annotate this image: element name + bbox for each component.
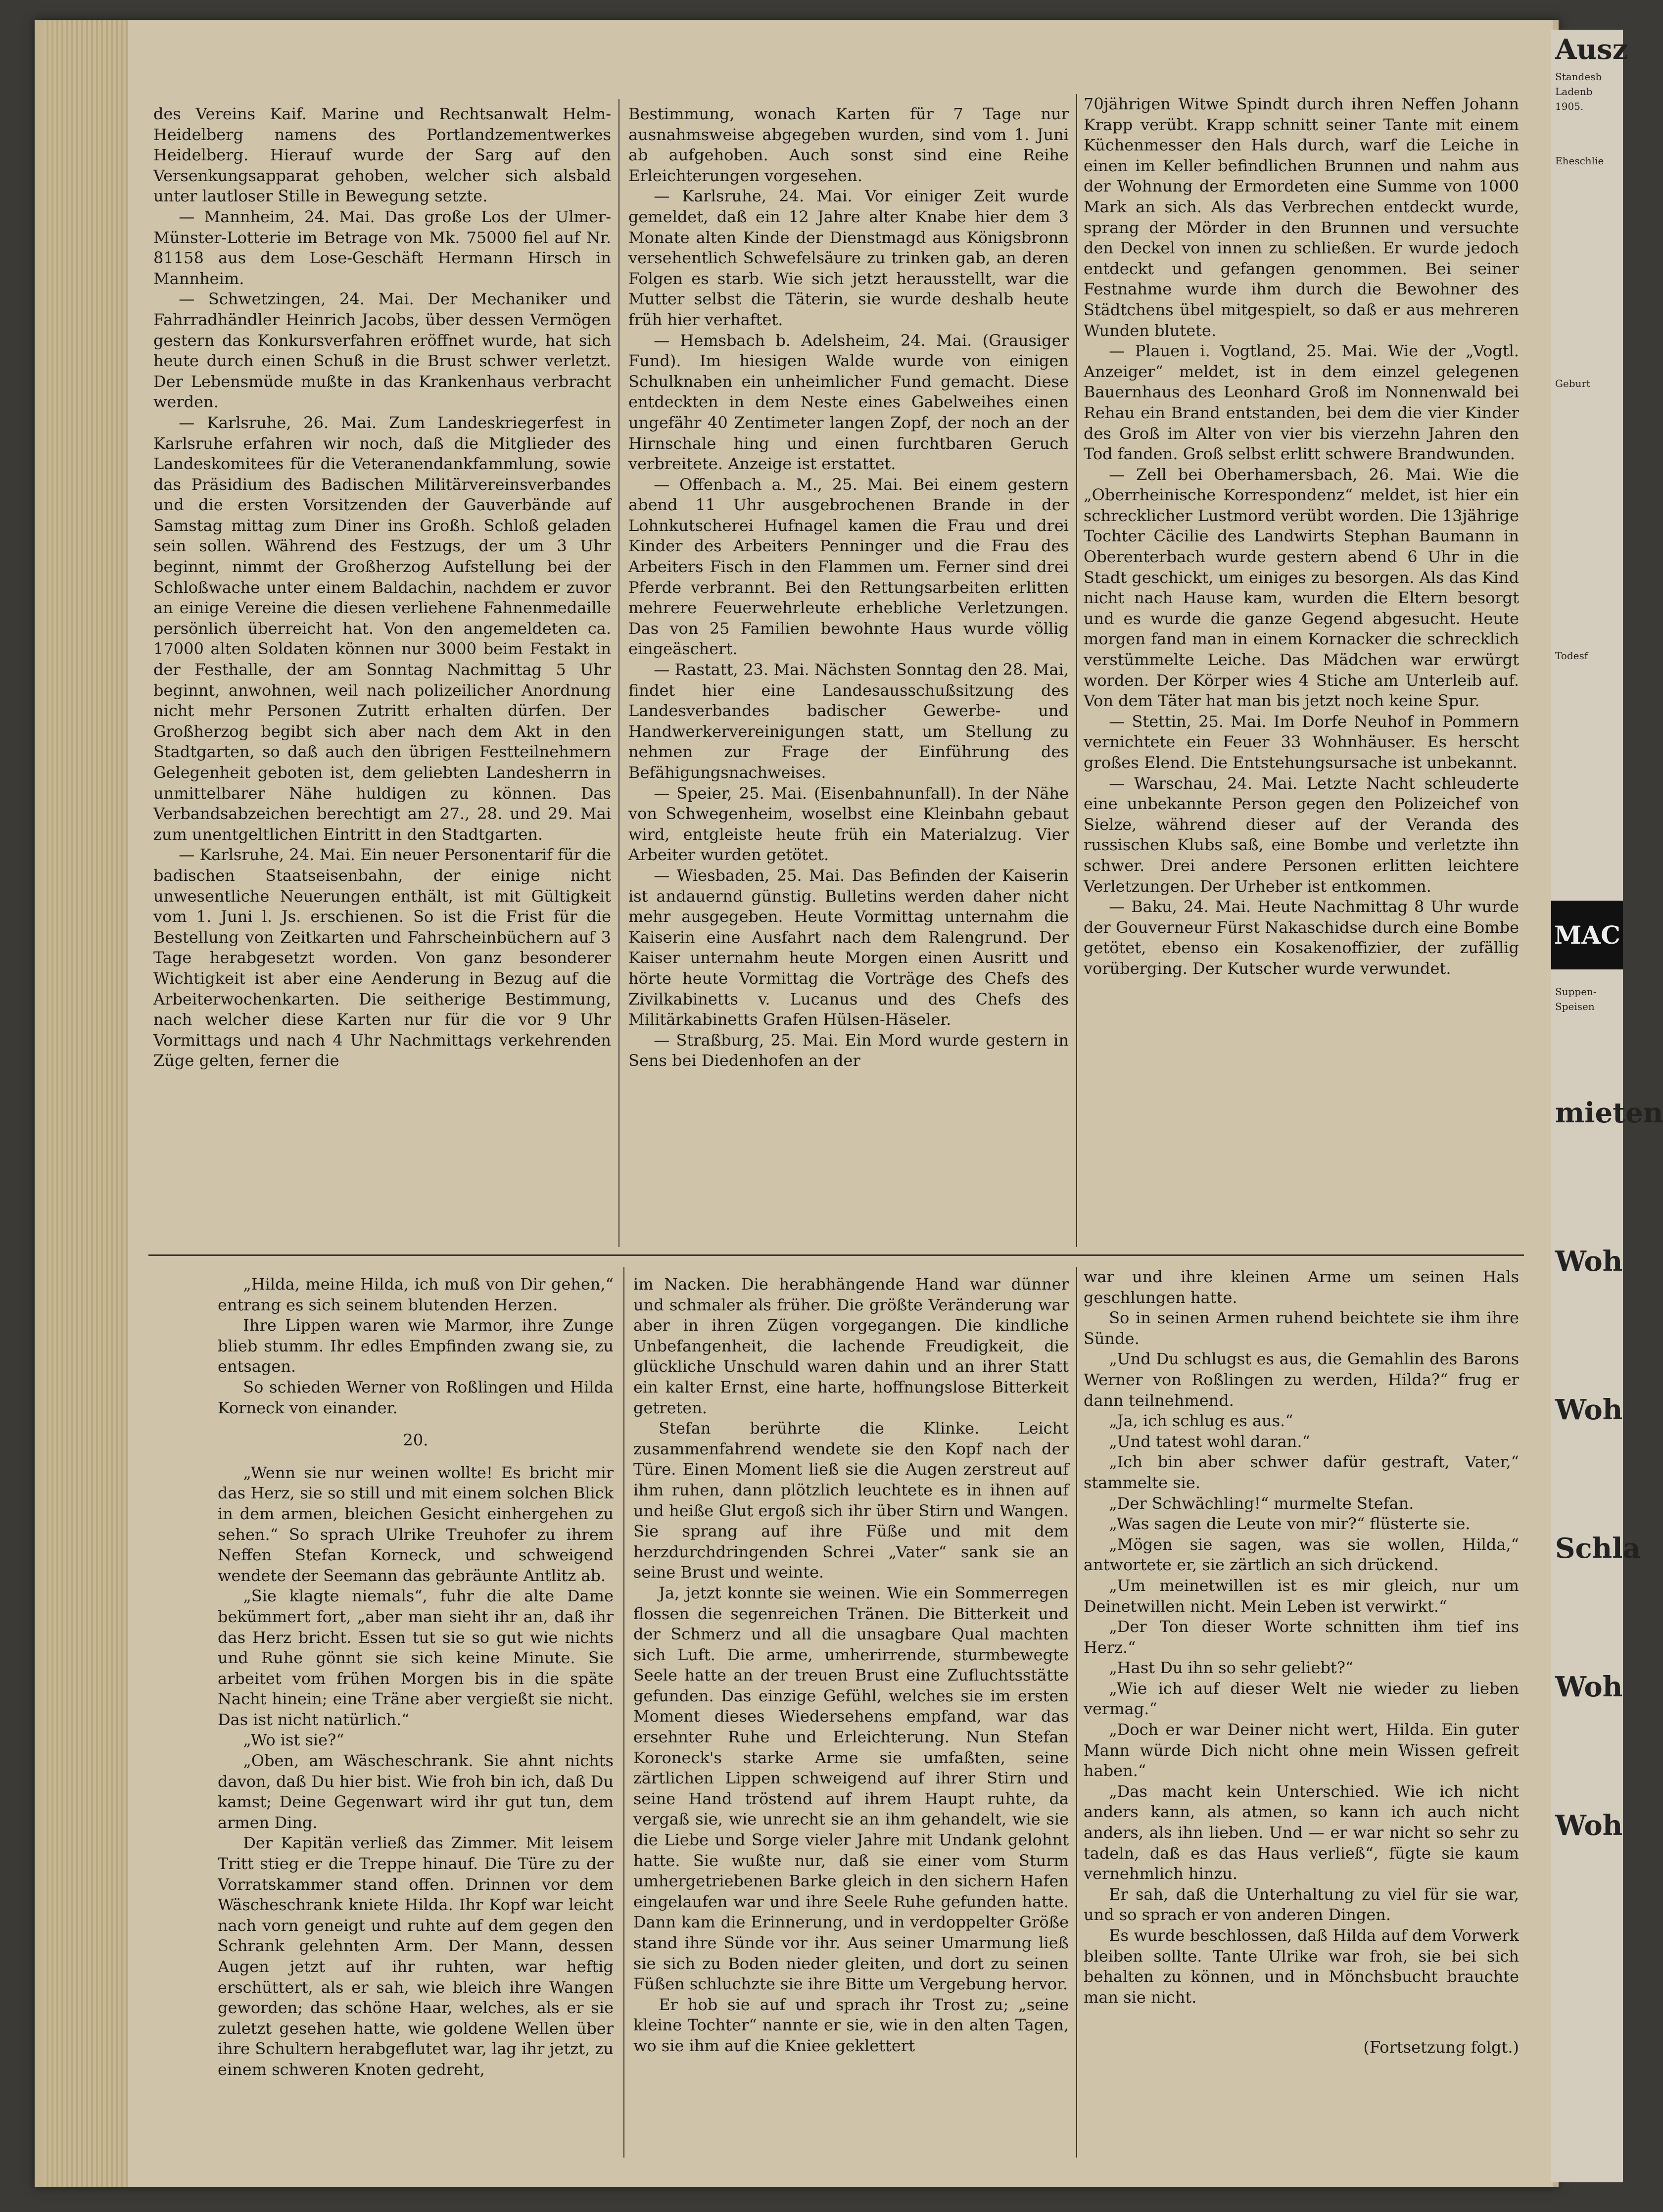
column-divider bbox=[1076, 1267, 1077, 2158]
story-paragraph: „Das macht kein Unterschied. Wie ich nicht anders kann, als atmen, so kann ich auch nicht anders, als ihn lieben. Und — er war nicht so sehr zu tadeln, daß es das Haus verließ“, fügte sie kaum vernehmlich hinzu. bbox=[1084, 1781, 1519, 1883]
neighbor-ad: Woh bbox=[1555, 1245, 1623, 1278]
news-item: — Plauen i. Vogtland, 25. Mai. Wie der „Vogtl. Anzeiger“ meldet, ist in dem einzel gelegenen Bauernhaus des Leonhard Groß im Nonnenwald bei Rehau ein Brand entstanden, bei dem die vier Kinder des Groß im Alter von vier bis vierzehn Jahren den Tod fanden. Groß selbst erlitt schwere Brandwunden. bbox=[1084, 341, 1519, 464]
story-paragraph: „Der Ton dieser Worte schnitten ihm tief ins Herz.“ bbox=[1084, 1617, 1519, 1657]
story-paragraph: „Was sagen die Leute von mir?“ flüsterte sie. bbox=[1109, 1514, 1471, 1534]
story-paragraph: „Wo ist sie?“ bbox=[243, 1731, 344, 1750]
story-paragraph: „Und Du schlugst es aus, die Gemahlin des Barons Werner von Roßlingen zu werden, Hilda?“ frug er dann teilnehmend. bbox=[1084, 1349, 1519, 1410]
story-paragraph: „Ja, ich schlug es aus.“ bbox=[1109, 1411, 1293, 1431]
story-paragraph: „Ich bin aber schwer dafür gestraft, Vater,“ stammelte sie. bbox=[1084, 1452, 1519, 1492]
neighbor-ad: mieten bbox=[1555, 1097, 1663, 1129]
news-item: — Karlsruhe, 26. Mai. Zum Landeskriegerfest in Karlsruhe erfahren wir noch, daß die Mitglieder des Landeskomitees für die Veteranendankfammlung, sowie das Präsidium des Badischen Militärvereinsverbandes und die ersten Vorsitzenden der Gauverbände auf Samstag mittag zum Diner ins Großh. Schloß geladen sein sollen. Während des Festzugs, der um 3 Uhr beginnt, nimmt der Großherzog Aufstellung bei der Schloßwache unter einem Baldachin, nachdem er zuvor an einige Vereine die diesen verliehene Fahnenmedaille persönlich überreicht hat. Von den angemeldeten ca. 17000 alten Soldaten können nur 3000 beim Festakt in der Festhalle, der am Sonntag Nachmittag 5 Uhr beginnt, anwohnen, weil nach polizeilicher Anordnung nicht mehr Personen Zutritt erhalten dürfen. Der Großherzog begibt sich aber nach dem Akt in den Stadtgarten, so daß auch den übrigen Festteilnehmern Gelegenheit geboten ist, dem geliebten Landesherrn in unmittelbarer Nähe huldigen zu können. Das Verbandsabzeichen berechtigt am 27., 28. und 29. Mai zum unentgeltlichen Eintritt in den Stadtgarten. bbox=[153, 413, 611, 844]
story-paragraph: So schieden Werner von Roßlingen und Hilda Korneck von einander. bbox=[218, 1377, 614, 1417]
story-paragraph: Stefan berührte die Klinke. Leicht zusammenfahrend wendete sie den Kopf nach der Türe. Einen Moment ließ sie die Augen zerstreut auf ihm ruhen, dann plötzlich leuchtete es in ihnen auf und heiße Glut ergoß sich ihr über Stirn und Wangen. Sie sprang auf ihre Füße und mit dem herzdurchdringenden Schrei „Vater“ sank sie an seine Brust und weinte. bbox=[633, 1419, 1069, 1582]
news-item: — Offenbach a. M., 25. Mai. Bei einem gestern abend 11 Uhr ausgebrochenen Brande in der Lohnkutscherei Hufnagel kamen die Frau und drei Kinder des Arbeiters Penninger und die Frau des Arbeiters Fisch in den Flammen um. Ferner sind drei Pferde verbrannt. Bei den Rettungsarbeiten erlitten mehrere Feuerwehrleute erhebliche Verletzungen. Das von 25 Familien bewohnte Haus wurde völlig eingeäschert. bbox=[628, 475, 1069, 659]
story-paragraph: „Wie ich auf dieser Welt nie wieder zu lieben vermag.“ bbox=[1084, 1679, 1519, 1719]
neighbor-line: Speisen bbox=[1555, 1001, 1595, 1012]
column-divider bbox=[623, 1267, 624, 2158]
story-paragraph: „Hilda, meine Hilda, ich muß von Dir gehen,“ entrang es sich seinem blutenden Herzen. bbox=[218, 1275, 614, 1314]
continued-note: (Fortsetzung folgt.) bbox=[1363, 2038, 1519, 2057]
story-paragraph: Ja, jetzt konnte sie weinen. Wie ein Sommerregen flossen die segenreichen Tränen. Die Bitterkeit und der Schmerz und all die unsagbare Qual machten sich Luft. Die arme, umherirrende, sturmbewegte Seele hatte an der treuen Brust eine Zufluchtsstätte gefunden. Das einzige Gefühl, welches sie im ersten Moment dieses Wiedersehens empfand, war das ersehnter Ruhe und Erleichterung. Nun Stefan Koroneck's starke Arme sie umfaßten, seine zärtlichen Lippen schweigend auf ihrer Stirn und seine Hand tröstend auf ihrem Haupt ruhte, da vergaß sie, wie unrecht sie an ihm gehandelt, wie sie die Liebe und Sorge vieler Jahre mit Undank gelohnt hatte. Sie wußte nur, daß sie einer vom Sturm umhergetriebenen Barke gleich in den sichern Hafen eingelaufen war und ihre Seele Ruhe gefunden hatte. Dann kam die Erinnerung, und in verdoppelter Größe stand ihre Sünde vor ihr. Aus seiner Umarmung ließ sie sich zu Boden nieder gleiten, und dort zu seinen Füßen schluchzte sie ihre Bitte um Vergebung hervor. bbox=[633, 1583, 1069, 1994]
news-item: — Rastatt, 23. Mai. Nächsten Sonntag den 28. Mai, findet hier eine Landesausschußsitzung des Landesverbandes badischer Gewerbe- und Handwerkervereinigungen statt, um Stellung zu nehmen zur Frage der Einführung des Befähigungsnachweises. bbox=[628, 660, 1069, 782]
story-paragraph: Ihre Lippen waren wie Marmor, ihre Zunge blieb stumm. Ihr edles Empfinden zwang sie, zu entsagen. bbox=[218, 1316, 614, 1376]
story-paragraph: Er hob sie auf und sprach ihr Trost zu; „seine kleine Tochter“ nannte er sie, wie in den alten Tagen, wo sie ihm auf die Kniee geklettert bbox=[633, 1995, 1069, 2055]
column-divider bbox=[1076, 94, 1077, 1247]
news-paragraph: Bestimmung, wonach Karten für 7 Tage nur ausnahmsweise abgegeben wurden, sind vom 1. Juni ab aufgehoben. Auch sonst sind eine Reihe Erleichterungen vorgesehen. bbox=[628, 104, 1069, 185]
neighbor-ad: Woh bbox=[1555, 1809, 1623, 1842]
neighbor-heading: Ausz bbox=[1555, 33, 1628, 66]
story-paragraph: „Wenn sie nur weinen wollte! Es bricht mir das Herz, sie so still und mit einem solchen Blick in dem armen, bleichen Gesicht einhergehen zu sehen.“ So sprach Ulrike Treuhofer zu ihrem Neffen Stefan Korneck, und schweigend wendete der Seemann das gebräunte Antlitz ab. bbox=[218, 1463, 614, 1585]
story-paragraph: „Um meinetwillen ist es mir gleich, nur um Deinetwillen nicht. Mein Leben ist verwirkt.“ bbox=[1084, 1576, 1519, 1616]
story-paragraph: „Und tatest wohl daran.“ bbox=[1109, 1432, 1310, 1451]
news-column-1 bbox=[153, 104, 611, 1071]
story-paragraph: Er sah, daß die Unterhaltung zu viel für sie war, und so sprach er von anderen Dingen. bbox=[1084, 1884, 1519, 1924]
news-item: — Karlsruhe, 24. Mai. Vor einiger Zeit wurde gemeldet, daß ein 12 Jahre alter Knabe hier dem 3 Monate alten Kinde der Dienstmagd aus Königsbronn versehentlich Schwefelsäure zu trinken gab, an deren Folgen es starb. Wie sich jetzt herausstellt, war die Mutter selbst die Täterin, sie wurde deshalb heute früh hier verhaftet. bbox=[628, 187, 1069, 329]
story-column-1 bbox=[218, 1274, 614, 2080]
story-paragraph: „Sie klagte niemals“, fuhr die alte Dame bekümmert fort, „aber man sieht ihr an, daß ihr das Herz bricht. Essen tut sie so gut wie nichts und Ruhe gönnt sie sich keine Minute. Sie arbeitet vom frühen Morgen bis in die späte Nacht hinein; eine Träne aber vergießt sie nicht. Das ist nicht natürlich.“ bbox=[218, 1587, 614, 1729]
neighbor-ad: Schla bbox=[1555, 1532, 1641, 1565]
column-divider bbox=[618, 99, 619, 1247]
story-paragraph: „Oben, am Wäscheschrank. Sie ahnt nichts davon, daß Du hier bist. Wie froh bin ich, daß Du kamst; Deine Gegenwart wird ihr gut tun, dem armen Ding. bbox=[218, 1751, 614, 1832]
neighbor-line: Standesb bbox=[1555, 71, 1602, 83]
neighbor-ad: Woh bbox=[1555, 1671, 1623, 1703]
chapter-number: 20. bbox=[403, 1431, 428, 1450]
adjacent-page-strip bbox=[1551, 30, 1663, 2182]
story-column-2 bbox=[633, 1274, 1069, 2057]
news-item: — Mannheim, 24. Mai. Das große Los der Ulmer-Münster-Lotterie im Betrage von Mk. 75000 fiel auf Nr. 81158 aus dem Lose-Geschäft Hermann Hirsch in Mannheim. bbox=[153, 207, 611, 288]
news-paragraph: 70jährigen Witwe Spindt durch ihren Neffen Johann Krapp verübt. Krapp schnitt seiner Tante mit einem Küchenmesser den Hals durch, warf die Leiche in einen im Keller befindlichen Brunnen und nahm aus der Wohnung der Ermordeten eine Summe von 1000 Mark an sich. Als das Verbrechen entdeckt wurde, sprang der Mörder in den Brunnen und versuchte den Deckel von innen zu schließen. Er wurde jedoch entdeckt und gefangen genommen. Bei seiner Festnahme wurde ihm durch die Bewohner des Städtchens übel mitgespielt, so daß er aus mehreren Wunden blutete. bbox=[1084, 95, 1519, 340]
neighbor-line: Eheschlie bbox=[1555, 155, 1604, 167]
neighbor-ad: Woh bbox=[1555, 1394, 1623, 1426]
neighbor-line: Geburt bbox=[1555, 378, 1591, 389]
news-item: — Stettin, 25. Mai. Im Dorfe Neuhof in Pommern vernichtete ein Feuer 33 Wohnhäuser. Es herscht großes Elend. Die Entstehungsursache ist unbekannt. bbox=[1084, 712, 1519, 772]
neighbor-line: Ladenb bbox=[1555, 86, 1593, 97]
news-item: — Straßburg, 25. Mai. Ein Mord wurde gestern in Sens bei Diedenhofen an der bbox=[628, 1030, 1069, 1070]
neighbor-ad-box bbox=[1551, 901, 1623, 969]
news-column-2 bbox=[628, 104, 1069, 1071]
story-paragraph: im Nacken. Die herabhängende Hand war dünner und schmaler als früher. Die größte Veränderung war aber in ihren Zügen vorgegangen. Die kindliche Unbefangenheit, die lachende Freudigkeit, die glückliche Unschuld waren dahin und an ihrer Statt ein kalter Ernst, eine harte, hoffnungslose Bitterkeit getreten. bbox=[633, 1275, 1069, 1417]
story-paragraph: Der Kapitän verließ das Zimmer. Mit leisem Tritt stieg er die Treppe hinauf. Die Türe zu der Vorratskammer stand offen. Drinnen vor dem Wäscheschrank kniete Hilda. Ihr Kopf war leicht nach vorn geneigt und ruhte auf dem gegen den Schrank gelehnten Arm. Der Mann, dessen Augen jetzt auf ihr ruhten, war heftig erschüttert, als er sah, wie bleich ihre Wangen geworden; das schöne Haar, welches, als er sie zuletzt gesehen hatte, wie goldene Wellen über ihre Schultern herabgeflutet war, lag ihr jetzt, zu einem schweren Knoten gedreht, bbox=[218, 1833, 614, 2079]
neighbor-line: Todesf bbox=[1555, 650, 1588, 662]
news-item: — Wiesbaden, 25. Mai. Das Befinden der Kaiserin ist andauernd günstig. Bulletins werden daher nicht mehr ausgegeben. Heute Vormittag unternahm die Kaiserin eine Ausfahrt nach dem Ralengrund. Der Kaiser unternahm heute Morgen einen Ausritt und hörte heute Vormittag die Vorträge des Chefs des Zivilkabinetts v. Lucanus und des Chefs des Militärkabinetts Grafen Hülsen-Häseler. bbox=[628, 866, 1069, 1029]
news-item: — Karlsruhe, 24. Mai. Ein neuer Personentarif für die badischen Staatseisenbahn, der einige nicht unwesentliche Neuerungen enthält, ist mit Gültigkeit vom 1. Juni l. Js. erschienen. So ist die Frist für die Bestellung von Zeitkarten und Fahrscheinbüchern auf 3 Tage herabgesetzt worden. Von ganz besonderer Wichtigkeit ist aber eine Aenderung in Bezug auf die Arbeiterwochenkarten. Die seitherige Bestimmung, nach welcher diese Karten nur für die vor 9 Uhr Vormittags und nach 4 Uhr Nachmittags verkehrenden Züge gelten, ferner die bbox=[153, 845, 611, 1070]
news-item: — Baku, 24. Mai. Heute Nachmittag 8 Uhr wurde der Gouverneur Fürst Nakaschidse durch eine Bombe getötet, ebenso ein Kosakenoffizier, der zufällig vorüberging. Der Kutscher wurde verwundet. bbox=[1084, 897, 1519, 978]
story-paragraph: „Hast Du ihn so sehr geliebt?“ bbox=[1109, 1658, 1354, 1678]
news-item: — Schwetzingen, 24. Mai. Der Mechaniker und Fahrradhändler Heinrich Jacobs, über dessen Vermögen gestern das Konkursverfahren eröffnet wurde, hat sich heute durch einen Schuß in die Brust schwer verletzt. Der Lebensmüde mußte in das Krankenhaus verbracht werden. bbox=[153, 289, 611, 412]
neighbor-ad-title: MAC bbox=[1554, 920, 1620, 950]
story-paragraph: „Doch er war Deiner nicht wert, Hilda. Ein guter Mann würde Dich nicht ohne mein Wissen gefreit haben.“ bbox=[1084, 1720, 1519, 1780]
news-item: — Zell bei Oberhamersbach, 26. Mai. Wie die „Oberrheinische Korrespondenz“ meldet, ist hier ein schrecklicher Lustmord verübt worden. Die 13jährige Tochter Cäcilie des Landwirts Stephan Baumann in Oberenterbach wurde gestern abend 6 Uhr in die Stadt geschickt, um einiges zu besorgen. Als das Kind nicht nach Hause kam, wurden die Eltern besorgt und es wurde die ganze Gegend abgesucht. Heute morgen fand man in einem Kornacker die schrecklich verstümmelte Leiche. Das Mädchen war erwürgt worden. Der Körper wies 4 Stiche am Unterleib auf. Von dem Täter hat man bis jetzt noch keine Spur. bbox=[1084, 465, 1519, 711]
news-item: — Warschau, 24. Mai. Letzte Nacht schleuderte eine unbekannte Person gegen den Polizeichef von Sielze, während dieser auf der Veranda des russischen Klubs saß, eine Bombe und verletzte ihn schwer. Drei andere Personen erlitten leichtere Verletzungen. Der Urheber ist entkommen. bbox=[1084, 773, 1519, 896]
story-paragraph: So in seinen Armen ruhend beichtete sie ihm ihre Sünde. bbox=[1084, 1308, 1519, 1348]
page-edge bbox=[44, 20, 128, 2187]
story-paragraph: Es wurde beschlossen, daß Hilda auf dem Vorwerk bleiben sollte. Tante Ulrike war froh, sie bei sich behalten zu können, und in Mönchsbucht brauchte man sie nicht. bbox=[1084, 1926, 1519, 2007]
neighbor-line: Suppen- bbox=[1555, 986, 1597, 998]
story-paragraph: „Der Schwächling!“ murmelte Stefan. bbox=[1109, 1493, 1414, 1513]
neighbor-line: 1905. bbox=[1555, 100, 1584, 112]
news-paragraph: des Vereins Kaif. Marine und Rechtsanwalt Helm-Heidelberg namens des Portlandzementwerkes Heidelberg. Hierauf wurde der Sarg auf den Versenkungsapparat gehoben, welcher sich alsbald unter lautloser Stille in Bewegung setzte. bbox=[153, 104, 611, 206]
news-item: — Hemsbach b. Adelsheim, 24. Mai. (Grausiger Fund). Im hiesigen Walde wurde von einigen Schulknaben ein unheimlicher Fund gemacht. Diese entdeckten in dem Neste eines Gabelweihes einen ungefähr 40 Zentimeter langen Zopf, der noch an der Hirnschale hing und einen furchtbaren Geruch verbreitete. Anzeige ist erstattet. bbox=[628, 331, 1069, 474]
story-paragraph: „Mögen sie sagen, was sie wollen, Hilda,“ antwortete er, sie zärtlich an sich drückend. bbox=[1084, 1535, 1519, 1575]
story-column-3 bbox=[1084, 1267, 1519, 2058]
news-column-3 bbox=[1084, 94, 1519, 979]
news-item: — Speier, 25. Mai. (Eisenbahnunfall). In der Nähe von Schwegenheim, woselbst eine Kleinbahn gebaut wird, entgleiste heute früh ein Materialzug. Vier Arbeiter wurden getötet. bbox=[628, 783, 1069, 865]
section-divider bbox=[148, 1254, 1524, 1256]
story-paragraph: war und ihre kleinen Arme um seinen Hals geschlungen hatte. bbox=[1084, 1267, 1519, 1307]
